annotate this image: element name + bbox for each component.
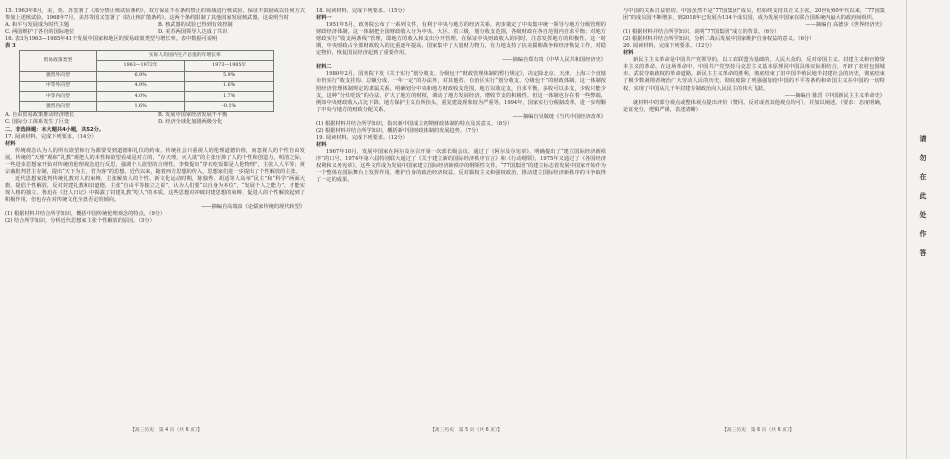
q19-source: ——摘编自 高德步《世界经济史》 xyxy=(805,22,885,29)
table-header-group: 实际人均国内生产总值的年增长率 xyxy=(96,51,273,61)
table-row xyxy=(20,102,274,112)
q17-source: ——摘编自高瑞泉《论儒家传统的现代转型》 xyxy=(201,204,305,211)
q18-question-1: (1) 根据材料并结合所学知识，指出新中国成立初期财政体制的特点及其意义。（8分） xyxy=(316,120,513,127)
table-header-type: 贸易政策类型 xyxy=(20,51,97,71)
table-cell: 4.0% xyxy=(96,92,185,102)
table-cell-type: 中等内向型 xyxy=(20,92,97,102)
q16-option-b: B. 发展中国家经济发展不平衡 xyxy=(158,112,228,119)
q15-option-b: B. 核武器的试验已得到有效控制 xyxy=(158,22,233,29)
table-row xyxy=(20,92,274,102)
q19-material: 1967年10月，发展中国家在阿尔及尔召开第一次部长级会议，通过了《阿尔及尔宪章》，明确提出了“建立国际经济新秩序”的口号。1974年第六届特别联大通过了《关于建立新的国际经济秩序宣言》和《行动纲领》，1975年又通过了《各国经济权利和义务宪章》。这些文件成为发展中国家建立国际经济新秩序的纲领性文件。“77国集团”的建立标志着发展中国家开始作为一个整体在国际舞台上发挥作用，维护自身的政治经济权益，反对霸权主义和强权政治，推动建立国际经济新秩序的斗争取得了一定的成果。 xyxy=(316,148,606,184)
q16-options xyxy=(5,112,305,126)
q19-question-2: (2) 根据材料并结合所学知识，分析二战后发展中国家维护自身权益的意义。（6分） xyxy=(623,36,815,43)
table-cell: 1.6% xyxy=(185,81,274,91)
side-char: 此 xyxy=(919,192,927,200)
table-cell: 4.9% xyxy=(96,81,185,91)
q18-source-1: ——摘编自郑有贵《中华人民共和国经济史》 xyxy=(502,57,606,64)
page-4-column xyxy=(5,8,305,408)
table-header-period-2: 1973—1985年 xyxy=(185,61,274,71)
no-answer-zone-label xyxy=(916,130,930,263)
table-cell: 5.9% xyxy=(185,71,274,81)
page-footer-4: 【高三历史 第 4 页（共 6 页）】 xyxy=(130,428,203,433)
q18-material-1-label: 材料一 xyxy=(316,15,332,22)
table-cell: 1.6% xyxy=(96,102,185,112)
table-cell: 1.7% xyxy=(185,92,274,102)
q20-material-label: 材料 xyxy=(623,50,634,57)
q19-intro: 19. 阅读材料，完成下列要求。（12分） xyxy=(316,134,408,141)
q15-text: 15. 1963年8月，美、英、苏签署了《部分禁止核试验条约》，双方保证不在条约禁止的领域进行核试验，保证不鼓励或以任何方式参加上述核试验。1968年7月，美苏等国又签署了《防止核扩散条约》。这两个条约限制了其他国家发展核武器，这说明当时 xyxy=(5,8,305,22)
q17-paragraph: 传统观念认为人的所有欲望和行为都要受到道德和礼仪的约束，传统社会只重视人的伦理道德价值，而忽视人的个性自由发展。传统的“天理”观和“礼教”观把人的本性和欲望看成是对立的，“存天理，灭人欲”的主张压抑了人的个性和创造力。明清之际，一些进步思想家开始对传统的伦理观念进行反思，强调个人欲望的合理性。李贽提出“穿衣吃饭即是人伦物理”，主张人人平等；黄宗羲批判君主专制，提出“天下为主，君为客”的思想。近代以来，随着西方思想的传入，思想家们进一步提出了个性解放的主张。 xyxy=(5,147,305,175)
table-cell: -0.1% xyxy=(185,102,274,112)
q19-material-label: 材料 xyxy=(316,141,327,148)
q16-option-c: C. 国际分工体系发生了巨变 xyxy=(5,119,70,126)
side-char: 勿 xyxy=(919,154,927,162)
side-char: 在 xyxy=(919,173,927,181)
section-heading: 二、非选择题：本大题共4小题，共52分。 xyxy=(5,126,105,133)
q20-intro: 20. 阅读材料，完成下列要求。（12分） xyxy=(623,43,715,50)
page-6-column xyxy=(623,8,885,328)
q17-question-1: (1) 根据材料并结合所学知识，概括中国传统伦理观念的特点。（9分） xyxy=(5,211,166,218)
table-cell-type: 中等外向型 xyxy=(20,81,97,91)
q17-intro: 17. 阅读材料，完成下列要求。（14分） xyxy=(5,133,97,140)
q18-source-2: ——摘编自吴敬琏《当代中国经济改革》 xyxy=(512,113,606,120)
trade-policy-table xyxy=(19,50,274,112)
q18-material-1: 1951年5月，政务院公布了一系列文件，有利于中央与地方的经济关系，初步奠定了中央集中统一领导与地方分级管理的财政经济体制。这一体制把全国财政收入分为中央、大区、省三级，划分收支范围，各级财政在各自范围内自求平衡；对地方财政实行“收支两条线”管理，即地方的收入和支出分开管理。在保证中央财政收入的同时，注意发挥地方的积极性。这一时期，中央财政占全部财政收入的比重逐年提高，国家集中了大量财力物力，有力地支持了抗美援朝战争和经济恢复工作，对稳定物价、恢复国民经济起到了重要作用。 xyxy=(316,22,606,57)
q20-source: ——摘编自 陈晋《中国新民主主义革命史》 xyxy=(784,92,885,99)
table-cell: 6.9% xyxy=(96,71,185,81)
side-char: 请 xyxy=(919,135,927,143)
binding-line xyxy=(906,0,907,459)
q20-prompt: 就材料中的部分观点或整体观点提出评价（赞同、反对或者其他观点均可），并加以阐述。（要求：态度明确，论证充分，逻辑严谨，表述清晰） xyxy=(623,99,885,113)
q17-paragraph: 近代思想家批判传统礼教对人的束缚，主张解放人的个性。新文化运动时期，陈独秀、胡适等人高举“民主”和“科学”两面大旗，提倡个性解放，反对封建礼教和旧道德，主张“自由平等独立之说”，认为人们要“以自身为本位”，“发展个人之能力”，才能实现人格的独立。鲁迅在《狂人日记》中揭露了封建礼教“吃人”的本质。这些思想对冲破封建思想的束缚、促进人的个性解放起到了积极作用，但也存在对传统文化全盘否定的倾向。 xyxy=(5,175,305,203)
q19-question-1: (1) 根据材料并结合所学知识，说明“77国集团”成立的背景。（6分） xyxy=(623,29,780,36)
table-cell-type: 强烈外向型 xyxy=(20,71,97,81)
q16-text: 16. 表3为1963—1985年41个发展中国家和地区的贸易政策类型与增长率。表中数据可说明 xyxy=(5,36,218,43)
table-header-period-1: 1963—1972年 xyxy=(96,61,185,71)
q18-material-2-label: 材料二 xyxy=(316,64,332,71)
page-footer-6: 【高三历史 第 6 页（共 6 页）】 xyxy=(722,428,795,433)
side-char: 处 xyxy=(919,211,927,219)
q16-option-a: A. 自由贸易政策推动经济增长 xyxy=(5,112,75,119)
table-caption: 表 3 xyxy=(5,43,16,50)
q15-options xyxy=(5,22,305,36)
q18-material-2: 1980年2月，国务院下发《关于实行“划分收支、分级包干”财政管理体制的暂行规定》，决定除北京、天津、上海三个直辖市仍实行“收支挂钩、总额分成、一年一定”的办法外，对其他省、自治区实行“划分收支、分级包干”的财政体制。这一体制按照经济管理体制规定的隶属关系，明确划分中央和地方财政收支范围，地方以收定支，自求平衡，多收可以多支，少收只能少支。这种“分灶吃饭”的办法，扩大了地方的财权，调动了地方发展经济、增收节支的积极性。但这一体制也存在着一些弊端，例如中央财政收入占比下降，地方保护主义有所抬头，重复建设现象较为严重等。1994年，国家实行分税制改革，进一步理顺了中央与地方的财政分配关系。 xyxy=(316,71,606,113)
q17-material-label: 材料 xyxy=(5,140,16,147)
q19-continued: 与中国的关系日益密切。中国虽然不是“77国集团”成员，但始终支持其正义主张。20世纪60年代以来，“77国集团”的成员国不断增多，到2018年已发展为134个成员国，成为发展中国家在联合国系统内最大的政府间组织。 xyxy=(623,8,885,22)
q15-option-c: C. 两国维护了各自的国际地位 xyxy=(5,29,75,36)
page-footer-5: 【高三历史 第 5 页（共 6 页）】 xyxy=(430,428,503,433)
q16-option-d: D. 经济全球化加剧两极分化 xyxy=(158,119,223,126)
side-char: 答 xyxy=(919,249,927,257)
q15-option-a: A. 和平与发展成为时代主题 xyxy=(5,22,70,29)
q18-question-2: (2) 根据材料并结合所学知识，概括新中国财政体制的发展趋势。（7分） xyxy=(316,127,482,134)
q20-material: 新民主主义革命是中国共产党领导的，以工农联盟为基础的，人民大众的，反对帝国主义、封建主义和官僚资本主义的革命。在这场革命中，中国共产党坚持马克思主义基本原理同中国具体实际相结合，开辟了农村包围城市、武装夺取政权的革命道路。新民主主义革命的胜利，彻底结束了旧中国半殖民地半封建社会的历史，彻底结束了极少数剥削者统治广大劳动人民的历史，彻底废除了列强强加给中国的不平等条约和帝国主义在中国的一切特权，实现了中国从几千年封建专制政治向人民民主的伟大飞跃。 xyxy=(623,57,885,92)
table-row xyxy=(20,81,274,91)
table-cell-type: 强烈内向型 xyxy=(20,102,97,112)
side-char: 作 xyxy=(919,230,927,238)
q18-intro: 18. 阅读材料，完成下列要求。（15分） xyxy=(316,8,408,14)
page-5-column xyxy=(316,8,606,408)
q17-question-2: (2) 结合所学知识，分析近代思想家主张个性解放的原因。（5分） xyxy=(5,218,155,225)
table-row xyxy=(20,71,274,81)
q15-option-d: D. 美苏两国领导人达成了共识 xyxy=(158,29,228,36)
